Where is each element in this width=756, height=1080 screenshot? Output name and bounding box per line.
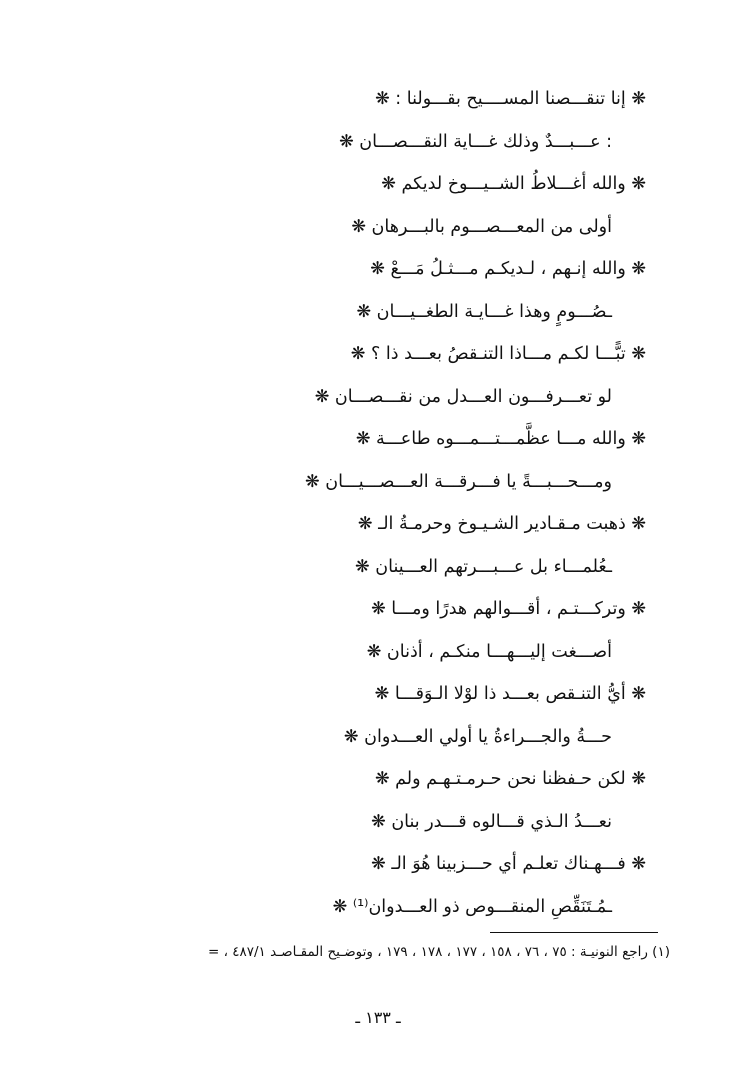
- page-number: ـ ١٣٣ ـ: [355, 1008, 401, 1027]
- verse-text: ❋ لكن حـفظنا نحن حـرمـتـهـم ولم ❋: [374, 769, 646, 789]
- verse-line: [110, 376, 650, 419]
- verse-line: [110, 546, 650, 589]
- verse-text: ـصُـــومٍ وهذا غـــايـة الطغــيـــان ❋: [356, 301, 612, 322]
- verse-line: [110, 886, 650, 929]
- verse-line: [110, 248, 650, 291]
- verse-line: [110, 631, 650, 674]
- verse-line: [110, 163, 650, 206]
- verse-line: [110, 78, 650, 121]
- verse-text: ❋ والله أغـــلاطُ الشــيـــوخ لديكم ❋: [381, 174, 646, 194]
- verse-line: [110, 461, 650, 504]
- verse-text: ومـــحـــبـــةً يا فـــرقـــة العـــصـــيـــان ❋: [305, 471, 612, 492]
- verse-text: ❋ تبًّـــا لكـم مـــاذا التنـقصُ بعـــد ذا ؟ ❋: [350, 344, 646, 364]
- poem-verses: [110, 78, 650, 928]
- verse-text: ❋ والله مـــا عظَّمـــتـــمـــوه طاعـــة ❋: [355, 429, 646, 449]
- verse-text: ❋ فـــهـناك تعلـم أي حـــزبينا هُوَ الـ ❋: [371, 854, 646, 874]
- verse-line: [110, 843, 650, 886]
- verse-text: حـــةُ والجـــراءةُ يا أولي العـــدوان ❋: [343, 726, 612, 747]
- verse-text: لو تعـــرفـــون العـــدل من نقـــصـــان ❋: [314, 386, 612, 407]
- verse-text: : عـــبـــدٌ وذلك غـــاية النقـــصـــان ❋: [339, 131, 612, 152]
- verse-line: [110, 503, 650, 546]
- verse-line: [110, 758, 650, 801]
- verse-line: [110, 716, 650, 759]
- verse-text: ❋ والله إنـهم ، لـديكـم مـــثـلُ مَـــعْ ❋: [370, 259, 646, 279]
- verse-text: ❋ أيُّ التنـقص بعـــد ذا لوْلا الـوَقـــا ❋: [374, 684, 646, 704]
- verse-text: أصـــغت إليـــهـــا منكـم ، أذنان ❋: [366, 641, 612, 662]
- verse-line: [110, 291, 650, 334]
- verse-line: [110, 206, 650, 249]
- verse-text: ❋ إنا تنقـــصنا المســــيح بقـــولنا : ❋: [375, 89, 646, 109]
- verse-line: [110, 418, 650, 461]
- verse-text: نعـــدُ الـذي قـــالوه قـــدر بنان ❋: [371, 811, 612, 832]
- verse-text: ـمُـتَنَقِّصِ المنقـــوص ذو العـــدوان⁽¹⁾ ❋: [332, 896, 612, 917]
- footnote: (١) راجع النونيـة : ٧٥ ، ٧٦ ، ١٥٨ ، ١٧٧ ، ١٧٨ ، ١٧٩ ، وتوضـيح المقـاصـد ٤٨٧/١ ، =: [207, 944, 670, 960]
- verse-line: [110, 121, 650, 164]
- verse-text: ❋ وتركـــتـم ، أقـــوالهم هدرًا ومـــا ❋: [371, 599, 646, 619]
- verse-text: أولى من المعـــصـــوم بالبـــرهان ❋: [351, 216, 612, 237]
- verse-line: [110, 333, 650, 376]
- footnote-divider: [490, 932, 658, 933]
- verse-line: [110, 673, 650, 716]
- verse-line: [110, 801, 650, 844]
- verse-line: [110, 588, 650, 631]
- verse-text: ـعُلمـــاء بل عـــبـــرتهم العـــينان ❋: [355, 556, 612, 577]
- verse-text: ❋ ذهبت مـقـادير الشـيـوخ وحرمـةُ الـ ❋: [357, 514, 646, 534]
